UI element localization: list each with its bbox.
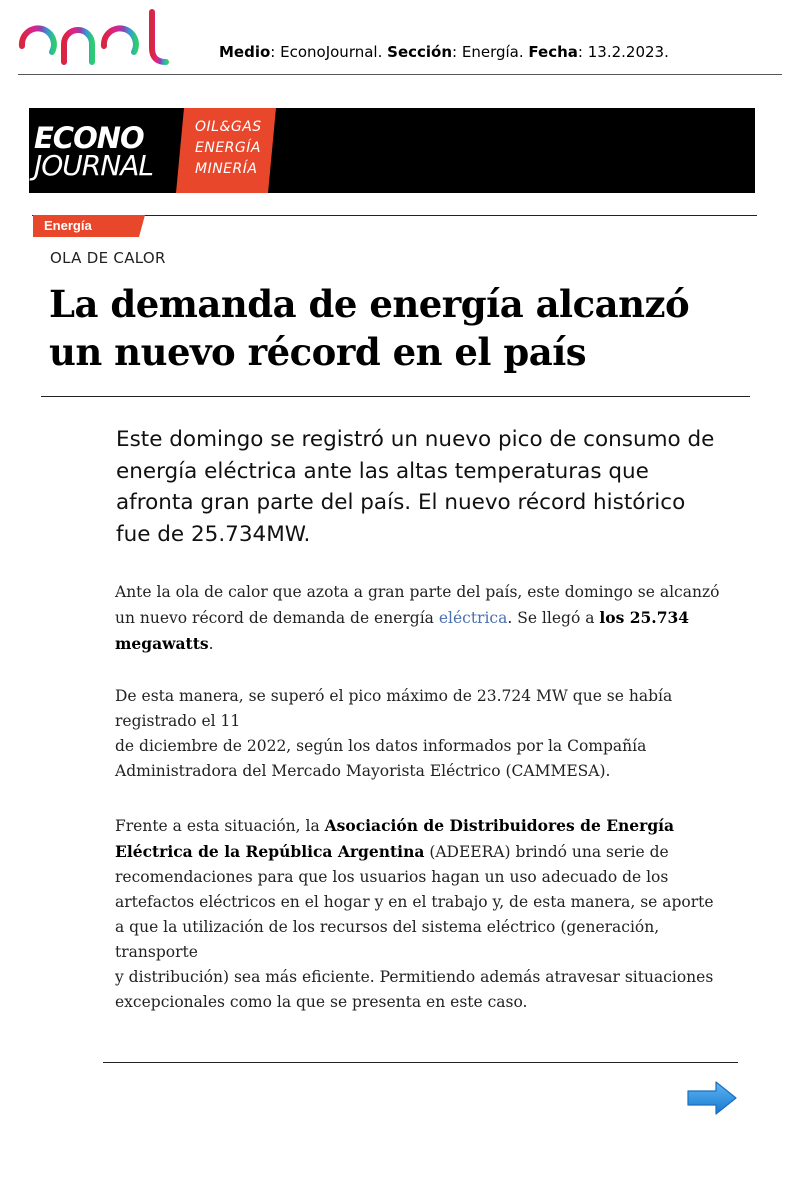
medio-label: Medio	[219, 43, 271, 61]
p3-text-b: (ADEERA) brindó una serie de recomendaciones para que los usuarios hagan un uso adecuado de los artefactos eléctricos en el hogar y en el trabajo y, de esta manera, se aporte a que la utilización de los recursos del sistema eléctrico (generación, transporte	[115, 843, 714, 961]
medio-value: EconoJournal.	[280, 43, 383, 61]
clipping-meta: Medio: EconoJournal. Sección: Energía. Fecha: 13.2.2023.	[219, 43, 669, 61]
seccion-label: Sección	[387, 43, 453, 61]
article-lead: Este domingo se registró un nuevo pico de consumo de energía eléctrica ante las altas temperaturas que afronta gran parte del país. El nuevo récord histórico fue de 25.734MW.	[116, 427, 715, 547]
econojournal-logo	[34, 121, 153, 182]
p3-line-3: excepcionales como la que se presenta en este caso.	[115, 993, 528, 1011]
fecha-value: 13.2.2023.	[587, 43, 669, 61]
article-kicker: OLA DE CALOR	[50, 249, 166, 267]
p1-text-a: Ante la ola de calor que azota a gran parte del país, este domingo se alcanzó un nuevo récord de demanda de energía	[115, 583, 720, 627]
electrica-link[interactable]: eléctrica	[438, 609, 508, 627]
p3-text-a: Frente a esta situación, la	[115, 817, 325, 835]
p3-line-2: y distribución) sea más eficiente. Permitiendo además atravesar situaciones	[115, 968, 714, 986]
p2-line-2: de diciembre de 2022, según los datos informados por la Compañía Administradora del Mercado Mayorista Eléctrico (CAMMESA).	[115, 737, 647, 780]
tag-oil-gas: OIL&GAS	[195, 119, 262, 135]
section-tag[interactable]	[33, 215, 145, 237]
p3-bold: Asociación de Distribuidores de Energía Eléctrica de la República Argentina	[115, 816, 675, 861]
seccion-value: Energía.	[461, 43, 524, 61]
p2-line-1: De esta manera, se superó el pico máximo de 23.724 MW que se había registrado el 11	[115, 687, 673, 730]
title-divider	[41, 396, 750, 397]
econojournal-banner	[29, 108, 755, 193]
arrow-right-icon[interactable]	[686, 1080, 738, 1116]
fecha-label: Fecha	[528, 43, 578, 61]
paragraph-3	[115, 813, 720, 1015]
enel-logo	[16, 8, 180, 66]
p1-text-c: .	[208, 635, 214, 653]
article-end-divider	[103, 1062, 738, 1063]
article-title: La demanda de energía alcanzó un nuevo récord en el país	[49, 282, 690, 374]
tag-energia: ENERGÍA	[195, 140, 261, 156]
paragraph-1	[115, 580, 720, 657]
brand-econo: ECONO	[34, 121, 144, 155]
brand-journal: JOURNAL	[34, 149, 153, 182]
section-tag-label: Energía	[44, 218, 92, 233]
p1-text-b: . Se llegó a	[507, 609, 600, 627]
paragraph-2	[115, 684, 720, 784]
banner-category-tag	[176, 108, 276, 193]
p1-bold: los 25.734 megawatts	[115, 608, 690, 653]
header-divider	[18, 74, 782, 75]
tag-mineria: MINERÍA	[195, 161, 258, 177]
